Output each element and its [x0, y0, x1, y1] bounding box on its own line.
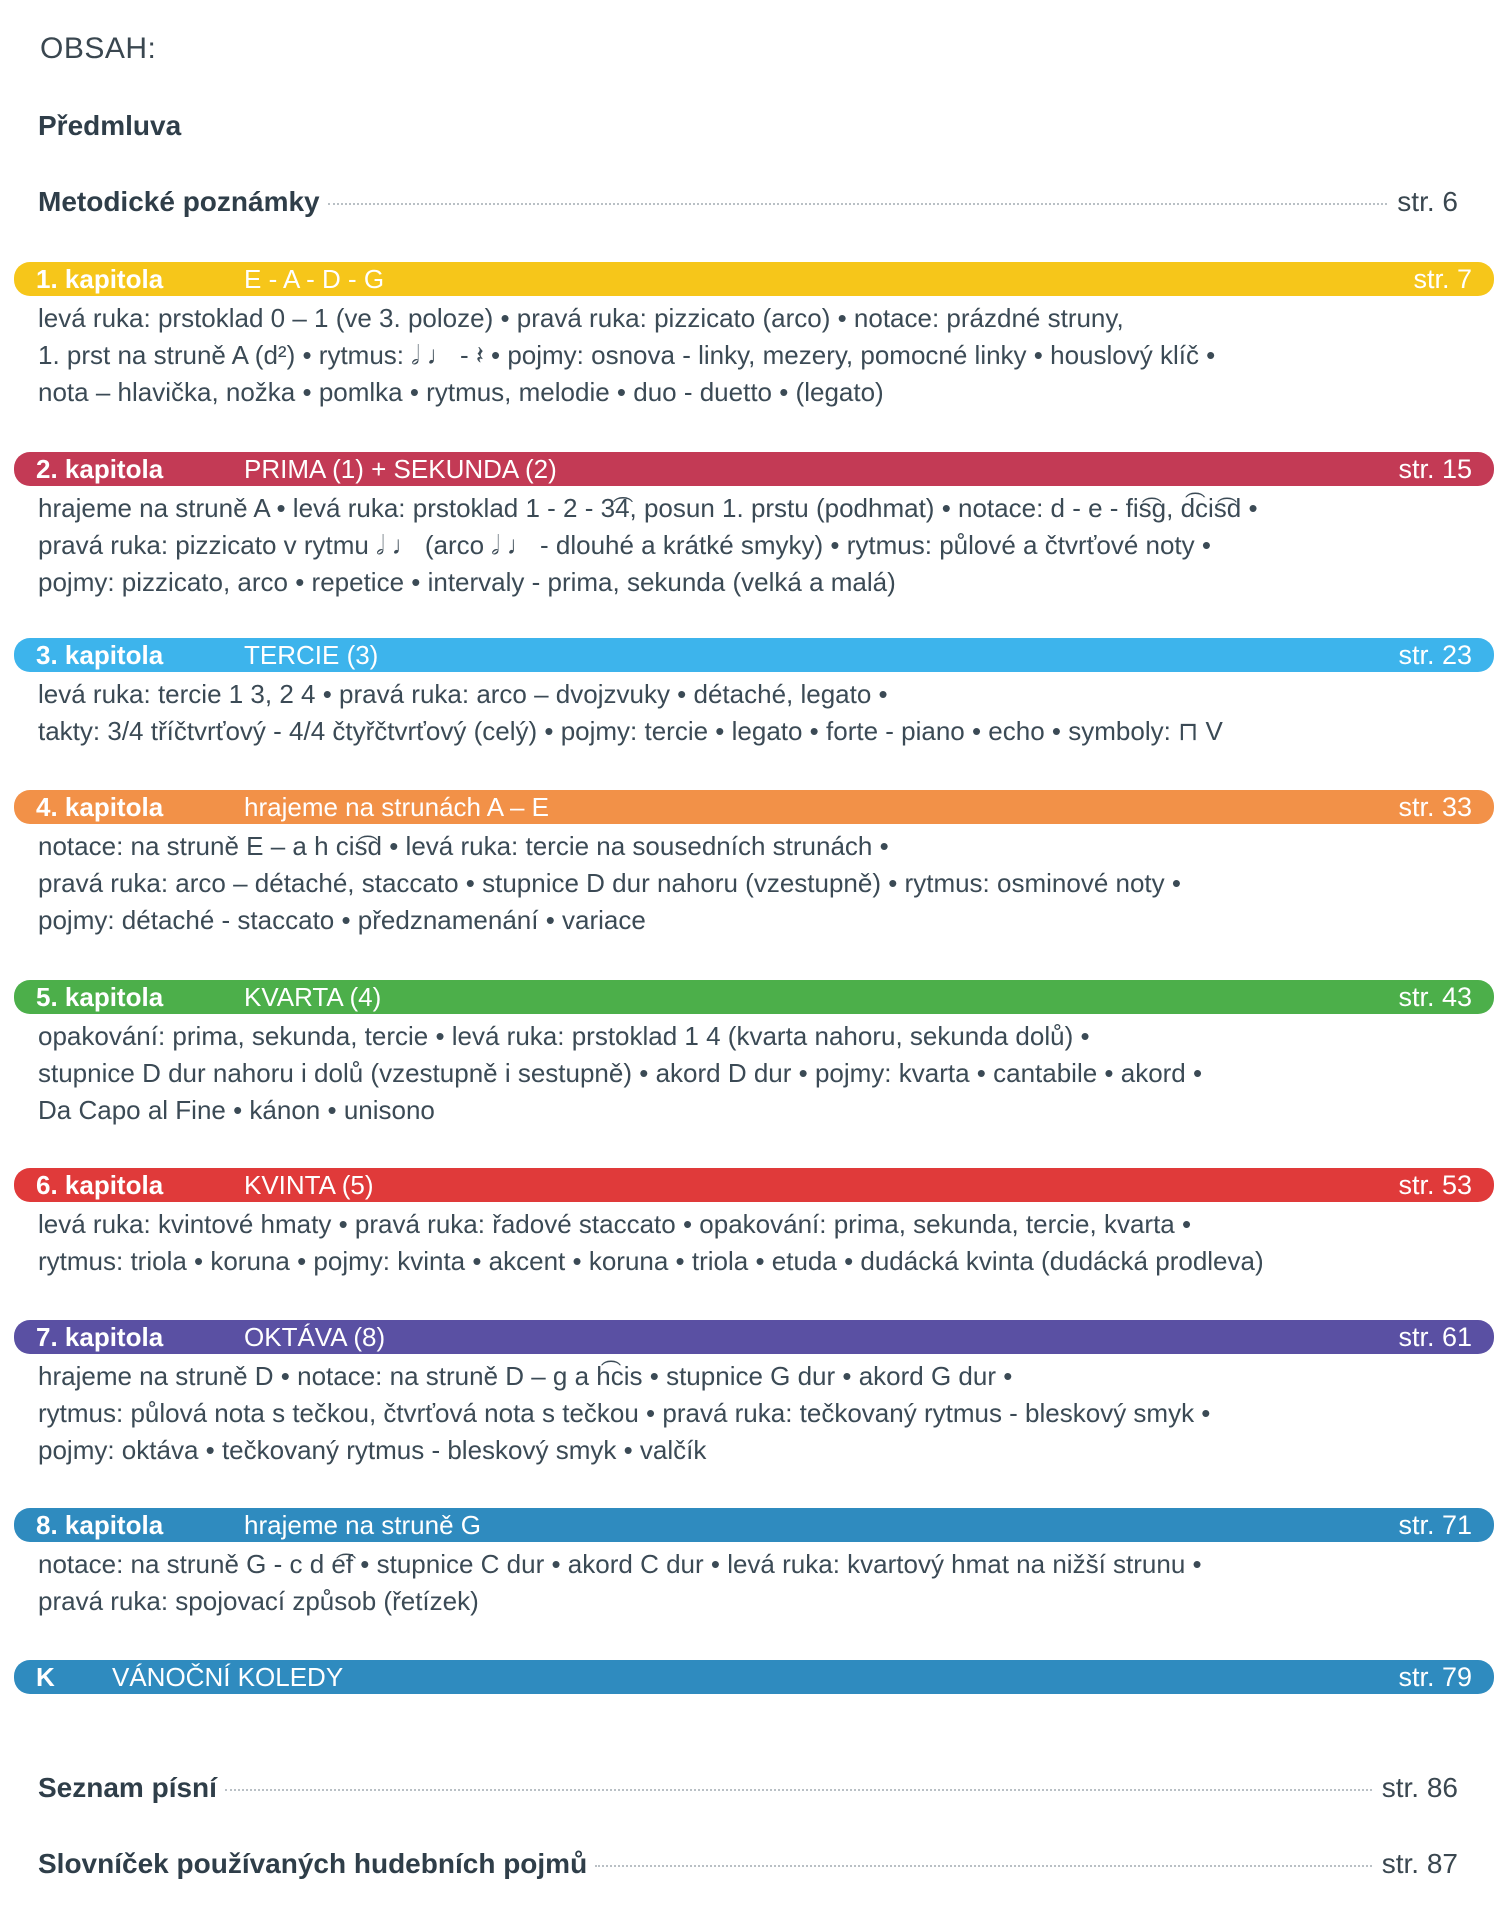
chapter-title: OKTÁVA (8): [244, 1321, 386, 1352]
chapter-number: 6. kapitola: [36, 1169, 164, 1200]
chapter-2: [14, 452, 1494, 601]
chapter-description-line: pojmy: pizzicato, arco • repetice • intervaly - prima, sekunda (velká a malá): [38, 567, 896, 597]
chapter-3: [14, 638, 1494, 750]
toc-entry-label: Slovníček používaných hudebních pojmů: [38, 1848, 588, 1879]
chapter-page: str. 61: [1398, 1321, 1472, 1352]
chapter-number: K: [36, 1661, 55, 1692]
toc-entry-predmluva[interactable]: [38, 110, 1458, 142]
chapter-4: [14, 790, 1494, 939]
chapter-page: str. 33: [1398, 791, 1472, 822]
toc-entry-metodicke-poznamky[interactable]: [38, 186, 1458, 218]
chapter-page: str. 7: [1413, 263, 1472, 294]
chapter-number: 8. kapitola: [36, 1509, 164, 1540]
chapter-bar[interactable]: [14, 980, 1494, 1014]
toc-entry-slovnicek[interactable]: [38, 1848, 1458, 1880]
toc-entry-page: str. 87: [1381, 1848, 1458, 1879]
chapter-5: [14, 980, 1494, 1129]
dot-leader: [225, 1789, 1372, 1791]
dot-leader: [595, 1865, 1372, 1867]
chapter-number: 3. kapitola: [36, 639, 164, 670]
toc-entry-label: Metodické poznámky: [38, 186, 320, 217]
chapter-koledy: [14, 1660, 1494, 1694]
chapter-description-line: 1. prst na struně A (d²) • rytmus: 𝅗𝅥 ♩ - 𝄽 • pojmy: osnova - linky, mezery, pomocné linky • houslový klíč •: [38, 340, 1216, 370]
chapter-description-line: takty: 3/4 tříčtvrťový - 4/4 čtyřčtvrťový (celý) • pojmy: tercie • legato • forte - piano • echo • symboly: ⊓ V: [38, 716, 1223, 746]
chapter-page: str. 71: [1398, 1509, 1472, 1540]
chapter-description-line: opakování: prima, sekunda, tercie • levá ruka: prstoklad 1 4 (kvarta nahoru, sekunda dolů) •: [38, 1021, 1090, 1051]
chapter-title: VÁNOČNÍ KOLEDY: [112, 1661, 344, 1692]
chapter-title: E - A - D - G: [244, 263, 385, 294]
chapter-bar[interactable]: [14, 452, 1494, 486]
chapter-description-line: pravá ruka: pizzicato v rytmu 𝅗𝅥 ♩ (arco 𝅗𝅥 ♩ - dlouhé a krátké smyky) • rytmus: půlové a čtvrťové noty •: [38, 530, 1211, 560]
chapter-title: TERCIE (3): [244, 639, 379, 670]
chapter-description-line: stupnice D dur nahoru i dolů (vzestupně i sestupně) • akord D dur • pojmy: kvarta • cantabile • akord •: [38, 1058, 1203, 1088]
chapter-title: KVINTA (5): [244, 1169, 374, 1200]
chapter-bar[interactable]: [14, 262, 1494, 296]
chapter-number: 7. kapitola: [36, 1321, 164, 1352]
chapter-description-line: levá ruka: kvintové hmaty • pravá ruka: řadové staccato • opakování: prima, sekunda, tercie, kvarta •: [38, 1209, 1192, 1239]
chapter-description-line: pravá ruka: spojovací způsob (řetízek): [38, 1586, 479, 1616]
chapter-description-line: Da Capo al Fine • kánon • unisono: [38, 1095, 435, 1125]
chapter-page: str. 79: [1398, 1661, 1472, 1692]
chapter-description-line: notace: na struně G - c d e͡f • stupnice C dur • akord C dur • levá ruka: kvartový hmat na nižší strunu •: [38, 1549, 1202, 1579]
chapter-description-line: hrajeme na struně A • levá ruka: prstoklad 1 - 2 - 3͡4, posun 1. prstu (podhmat) • notace: d - e - fis͡g, d͡cis͡d •: [38, 493, 1258, 523]
chapter-title: hrajeme na struně G: [244, 1509, 482, 1540]
chapter-page: str. 53: [1398, 1169, 1472, 1200]
chapter-1: [14, 262, 1494, 411]
chapter-bar[interactable]: [14, 1508, 1494, 1542]
chapter-description-line: hrajeme na struně D • notace: na struně D – g a h͡cis • stupnice G dur • akord G dur •: [38, 1361, 1013, 1391]
toc-entry-page: str. 6: [1397, 186, 1458, 217]
chapter-6: [14, 1168, 1494, 1280]
chapter-page: str. 43: [1398, 981, 1472, 1012]
chapter-page: str. 15: [1398, 453, 1472, 484]
chapter-description-line: levá ruka: prstoklad 0 – 1 (ve 3. poloze) • pravá ruka: pizzicato (arco) • notace: prázdné struny,: [38, 303, 1124, 333]
chapter-title: KVARTA (4): [244, 981, 382, 1012]
chapter-page: str. 23: [1398, 639, 1472, 670]
chapter-bar[interactable]: [14, 1320, 1494, 1354]
dot-leader: [328, 203, 1388, 205]
chapter-description-line: rytmus: triola • koruna • pojmy: kvinta • akcent • koruna • triola • etuda • dudácká kvinta (dudácká prodleva): [38, 1246, 1264, 1276]
chapter-bar[interactable]: [14, 1168, 1494, 1202]
chapter-description-line: rytmus: půlová nota s tečkou, čtvrťová nota s tečkou • pravá ruka: tečkovaný rytmus - bleskový smyk •: [38, 1398, 1211, 1428]
chapter-number: 2. kapitola: [36, 453, 164, 484]
chapter-number: 1. kapitola: [36, 263, 164, 294]
toc-entry-label: Seznam písní: [38, 1772, 217, 1803]
chapter-bar[interactable]: [14, 1660, 1494, 1694]
chapter-title: hrajeme na strunách A – E: [244, 791, 549, 822]
chapter-7: [14, 1320, 1494, 1469]
chapter-number: 5. kapitola: [36, 981, 164, 1012]
chapter-bar[interactable]: [14, 638, 1494, 672]
chapter-description-line: nota – hlavička, nožka • pomlka • rytmus, melodie • duo - duetto • (legato): [38, 377, 884, 407]
chapter-description-line: notace: na struně E – a h cis͡d • levá ruka: tercie na sousedních strunách •: [38, 831, 889, 861]
chapter-8: [14, 1508, 1494, 1620]
chapter-description-line: levá ruka: tercie 1 3, 2 4 • pravá ruka: arco – dvojzvuky • détaché, legato •: [38, 679, 888, 709]
chapter-number: 4. kapitola: [36, 791, 164, 822]
page-title: OBSAH:: [40, 32, 157, 65]
chapter-description-line: pravá ruka: arco – détaché, staccato • stupnice D dur nahoru (vzestupně) • rytmus: osminové noty •: [38, 868, 1181, 898]
chapter-title: PRIMA (1) + SEKUNDA (2): [244, 453, 557, 484]
chapter-bar[interactable]: [14, 790, 1494, 824]
chapter-description-line: pojmy: détaché - staccato • předznamenání • variace: [38, 905, 646, 935]
toc-entry-page: str. 86: [1381, 1772, 1458, 1803]
chapter-description-line: pojmy: oktáva • tečkovaný rytmus - bleskový smyk • valčík: [38, 1435, 707, 1465]
toc-entry-seznam-pisni[interactable]: [38, 1772, 1458, 1804]
toc-entry-label: Předmluva: [38, 110, 182, 141]
